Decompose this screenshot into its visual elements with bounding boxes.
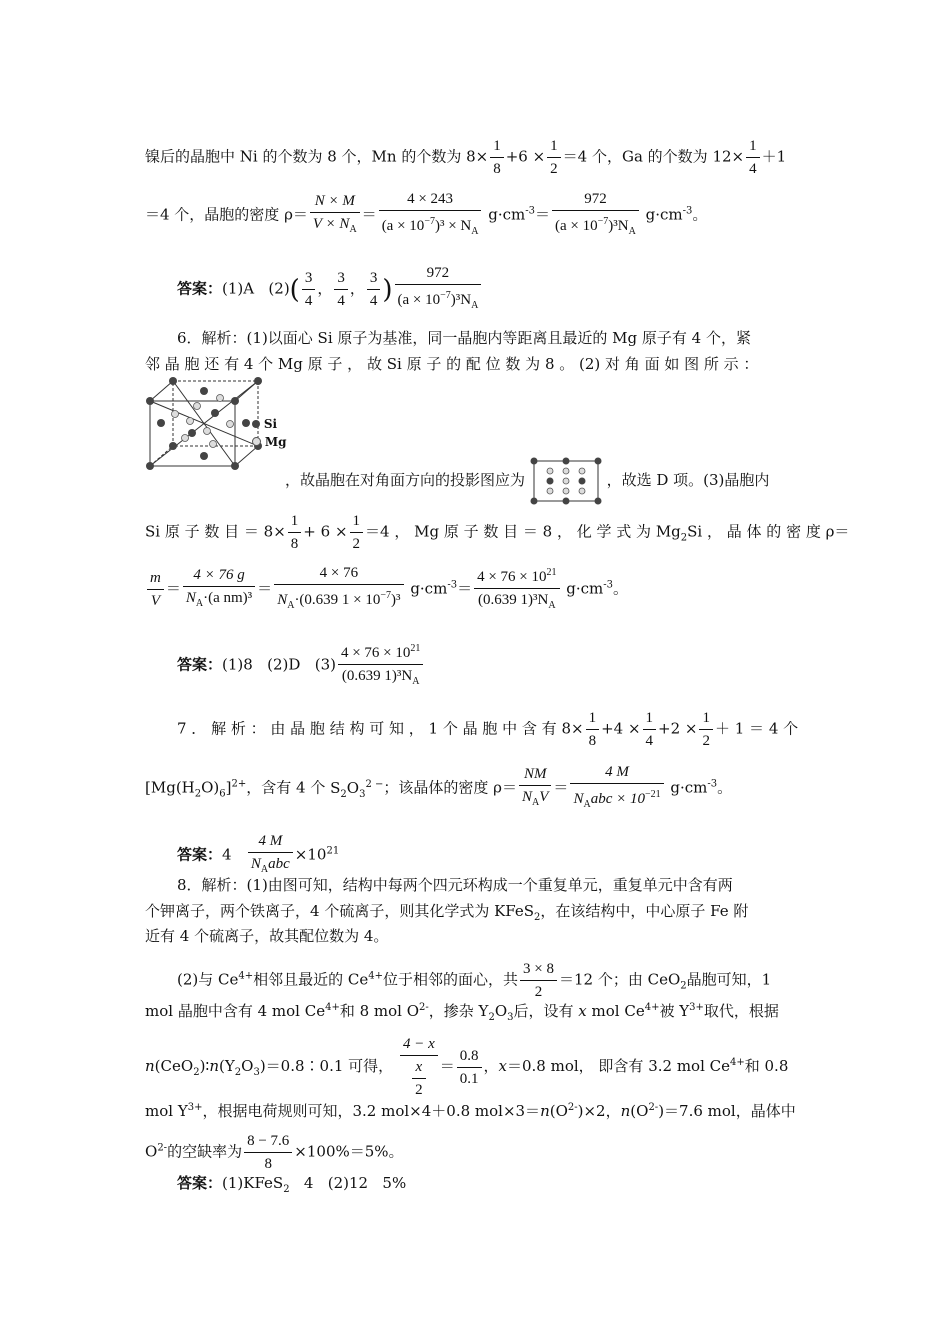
s6-line-1: 6．解析：(1)以面心 Si 原子为基准，同一晶胞内等距离且最近的 Mg 原子有 4 个，紧 xyxy=(177,329,751,347)
s8-line-7: mol $Y^{3+}$，根据电荷规则可知，3.2 mol×4＋0.8 $mol\times 3=n(O^{2-})\times 2$，$n(O^{2-})=7.6$ mol，晶体中 xyxy=(145,1102,796,1120)
s8-line-2: 个钾离子，两个铁离子，4 个硫离子，则其化学式为 KFeS$_2$，在该结构中，中心原子 Fe 附 xyxy=(145,902,749,923)
fraction: $\frac{1}{8}$ xyxy=(490,135,504,180)
density-fraction: $\frac{972}{(a \times 10^{-7})^3N_A}$ xyxy=(552,188,639,243)
projection-diagram xyxy=(530,457,602,505)
s8-line-8: $O^{2-}$的空缺率为 $\frac{8 - 7.6}{8}$ ×100%＝5%。 xyxy=(145,1130,805,1175)
si-atom-icon xyxy=(252,420,260,428)
s8-line-1: 8．解析：(1)由图可知，结构中每两个四元环构成一个重复单元，重复单元中含有两 xyxy=(177,876,733,894)
s7-answer: 答案：4 $\frac{4 M}{N_Aabc}$ $\times 10^{21}$ xyxy=(177,830,805,881)
fraction: $\frac{1}{4}$ xyxy=(746,135,760,180)
s8-line-3: 近有 4 个硫离子，故其配位数为 4。 xyxy=(145,927,389,945)
fraction: $\frac{1}{2}$ xyxy=(547,135,561,180)
s8-line-5: mol 晶胞中含有 4 mol $Ce^{4+}$和 8 mol $O^{2-}$，掺杂 $Y_2O_3$后，设有 x mol $Ce^{4+}$被 $Y^{3+}$取代，根据 xyxy=(145,1002,779,1023)
s7-line-1: 7 ． 解 析 ： 由 晶 胞 结 构 可 知 ， 1 个 晶 胞 中 含 有 8× $\frac{1}{8}$ +4 × $\frac{1}{4}$ +2 × $\frac{1}{2}$ ＋ 1 ＝ 4 个 xyxy=(177,707,805,752)
s8-line-6: $n(CeO_2)∶n(Y_2O_3)=0.8∶0.1$ 可得， $\frac{4 - x}{\frac{x}{2}}$ ＝ $\frac{0.8}{0.1}$ ，x＝0.8 mol， 即含有 3.2 mol $Ce^{4+}$和 0.8 xyxy=(145,1033,805,1101)
s6-answer: 答案：(1)8 (2)D (3) $\frac{4 \times 76 \times 10^{21}}{(0.639 1)^3N_A}$ xyxy=(177,638,805,693)
thiosulfate-ion: $S_2O_3^{2 -}$ xyxy=(330,778,384,800)
s5-line-1: 镍后的晶胞中 Ni 的个数为 8 个，Mn 的个数为 8× $\frac{1}{8}$ +6 × $\frac{1}{2}$ ＝4 个，Ga 的个数为 12× $\frac{1}{4}$ ＋1 xyxy=(145,135,805,180)
density-formula: $\frac{N \times M}{V \times N_A}$ xyxy=(310,190,360,241)
s6-line-5: $\frac{m}{V}$ ＝ $\frac{4 \times 76 g}{N_A\cdot(a nm)^3}$ ＝ $\frac{4 \times 76}{N_A\cdot(0.639 1 \times 10^{-7})^3}$ $g\cdot cm^{-3}=$ $\frac{4 \times 76 \times 10^{21}}{(0.639 1)^3N_A}$ $g\cdot cm^{-3}$。 xyxy=(145,562,805,617)
s7-line-2: $[Mg(H_2O)_6]^{2+}$，含有 4 个 $S_2O_3^{2 -}$；该晶体的密度 ρ＝ $\frac{NM}{N_AV}$ ＝ $\frac{4 M}{N_Aabc \times 10^{-21}}$ $g\cdot cm^{-3}$。 xyxy=(145,761,805,816)
s6-line-2: 邻 晶 胞 还 有 4 个 Mg 原 子 ， 故 Si 原 子 的 配 位 数 为 8 。 (2) 对 角 面 如 图 所 示 ： xyxy=(145,355,759,373)
s8-line-4: (2)与 $Ce^{4+}$相邻且最近的 $Ce^{4+}$位于相邻的面心，共 $\frac{3 \times 8}{2}$ ＝12 个；由 CeO$_2$晶胞可知，1 xyxy=(177,958,805,1003)
s6-line-4: Si 原 子 数 目 ＝ 8× $\frac{1}{8}$ + 6 × $\frac{1}{2}$ ＝4 ， Mg 原 子 数 目 ＝ 8 ， 化 学 式 为 $Mg_2Si$ ， 晶 体 的 密 度 ρ＝ xyxy=(145,510,805,555)
s8-answer: 答案：(1)KFeS$_2$ 4 (2)12 5% xyxy=(177,1174,407,1195)
s5-answer: 答案：(1)A (2)( $\frac{3}{4}$ ， $\frac{3}{4}$ ， $\frac{3}{4}$ ) $\frac{972}{(a \times 10^{-7})^3N_A}$ xyxy=(177,262,805,317)
s6-line-3: ，故晶胞在对角面方向的投影图应为 ，故选 D 项。(3)晶胞内 xyxy=(285,457,805,505)
diagram-legend: Si Mg xyxy=(252,415,287,451)
mg-atom-icon xyxy=(252,437,261,446)
s5-line-2: ＝4 个，晶胞的密度 ρ＝ $\frac{N \times M}{V \times N_A}$ ＝ $\frac{4 \times 243}{(a \times 10^{-7})^3 \times N_A}$ $g\cdot cm^{-3}=$ $\frac{972}{(a \times 10^{-7})^3N_A}$ $g\cdot cm^{-3}$。 xyxy=(145,188,805,243)
density-fraction: $\frac{4 \times 243}{(a \times 10^{-7})^3 \times N_A}$ xyxy=(379,188,482,243)
